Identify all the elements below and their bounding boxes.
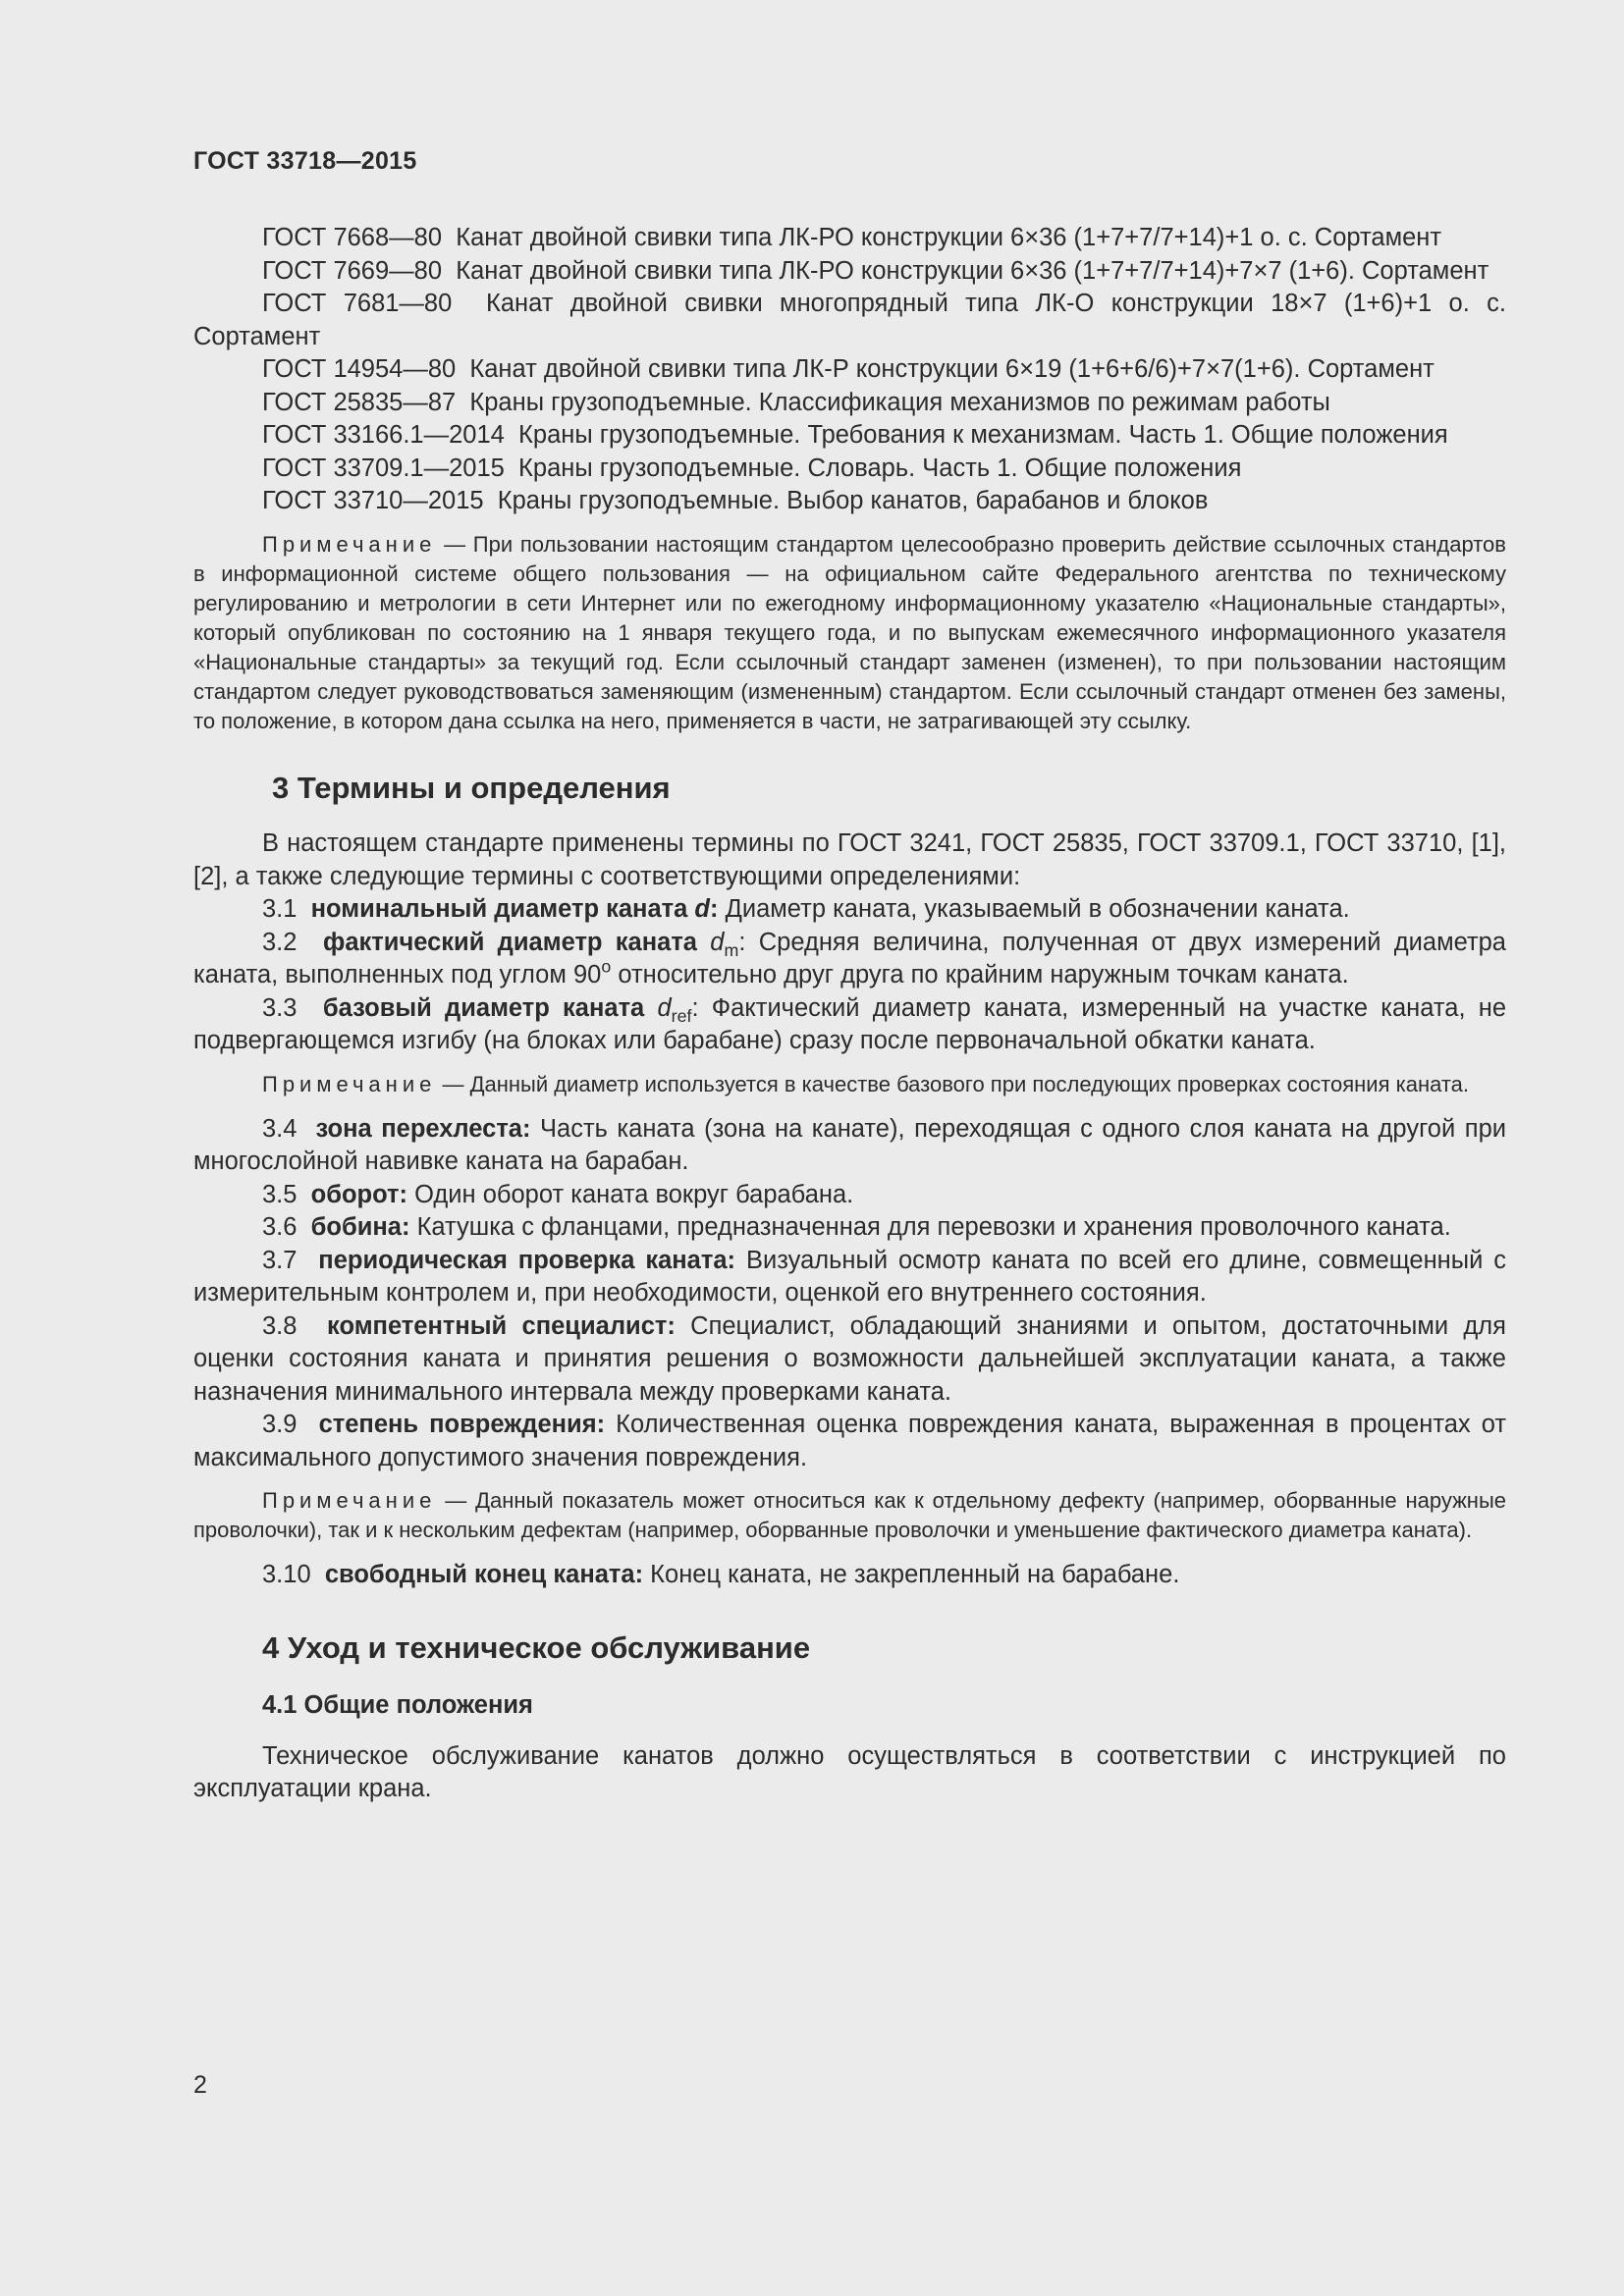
term-number: 3.10 bbox=[262, 1561, 311, 1588]
note-label: Примечание bbox=[262, 1488, 437, 1513]
term-number: 3.1 bbox=[262, 895, 298, 923]
reference-code: ГОСТ 33710—2015 bbox=[262, 487, 484, 514]
term-number: 3.8 bbox=[262, 1311, 298, 1340]
term-3-8 bbox=[193, 1310, 1506, 1410]
note-label: Примечание bbox=[262, 531, 437, 557]
term-name: свободный конец каната: bbox=[324, 1561, 644, 1588]
term-name: бобина: bbox=[310, 1213, 410, 1241]
term-3-1 bbox=[193, 893, 1506, 927]
term-3-10 bbox=[193, 1559, 1506, 1592]
term-number: 3.7 bbox=[262, 1246, 298, 1274]
term-name: оборот: bbox=[310, 1180, 408, 1208]
reference-item bbox=[193, 255, 1506, 289]
term-number: 3.5 bbox=[262, 1180, 298, 1208]
reference-code: ГОСТ 25835—87 bbox=[262, 388, 457, 416]
term-definition: Конец каната, не закрепленный на барабане. bbox=[650, 1561, 1180, 1588]
term-definition: Часть каната (зона на канате), переходящая с одного слоя каната на другой при многослойной навивке каната на барабан. bbox=[193, 1114, 1506, 1175]
reference-title: Краны грузоподъемные. Словарь. Часть 1. Общие положения bbox=[518, 454, 1242, 482]
section-3-title: 3 Термины и определения bbox=[272, 770, 671, 805]
note-base-diameter bbox=[193, 1070, 1506, 1099]
term-definition: Один оборот каната вокруг барабана. bbox=[414, 1180, 854, 1208]
reference-title: Канат двойной свивки типа ЛК-РО конструкции 6×36 (1+7+7/7+14)+1 о. с. Сортамент bbox=[456, 224, 1442, 251]
term-number: 3.9 bbox=[262, 1411, 298, 1438]
term-number: 3.3 bbox=[262, 993, 298, 1022]
term-3-3: 3.3 базовый диаметр каната $d_{ref}$: Фактический диаметр каната, измеренный на участке каната, не подвергающемся изгибу (на блоках или барабане) сразу после первоначальной обкатки каната. bbox=[193, 993, 1507, 1054]
note-damage-degree bbox=[193, 1486, 1506, 1545]
reference-code: ГОСТ 7669—80 bbox=[262, 256, 443, 285]
term-name: зона перехлеста: bbox=[315, 1114, 531, 1143]
term-3-7 bbox=[193, 1245, 1506, 1310]
term-3-6 bbox=[193, 1211, 1506, 1245]
reference-item bbox=[193, 453, 1506, 486]
reference-item bbox=[193, 419, 1506, 453]
note-text: — При пользовании настоящим стандартом целесообразно проверить действие ссылочных стандартов в информационной системе общего пользования — на официальном сайте Федерального агентства по техническому регулированию и метрологии в сети Интернет или по ежегодному информационному указателю «Национальные стандарты», который опубликован по состоянию на 1 января текущего года, и по выпускам ежемесячного информационного указателя «Национальные стандарты» за текущий год. Если ссылочный стандарт заменен (изменен), то при пользовании настоящим стандартом следует руководствоваться заменяющим (измененным) стандартом. Если ссылочный стандарт отменен без замены, то положение, в котором дана ссылка на него, применяется в части, не затрагивающей эту ссылку. bbox=[193, 531, 1506, 733]
term-3-5 bbox=[193, 1179, 1506, 1212]
term-definition: Диаметр каната, указываемый в обозначении каната. bbox=[725, 895, 1350, 923]
term-name: базовый диаметр каната bbox=[322, 993, 645, 1022]
term-number: 3.4 bbox=[262, 1114, 298, 1143]
subsection-4-1-title: 4.1 Общие положения bbox=[262, 1691, 533, 1719]
term-definition: Средняя величина, полученная от двух измерений диаметра каната, выполненных под углом 90 bbox=[193, 928, 1506, 988]
reference-code: ГОСТ 33166.1—2014 bbox=[262, 421, 505, 449]
term-definition: Специалист, обладающий знаниями и опытом, достаточными для оценки состояния каната и принятия решения о возможности дальнейшей эксплуатации каната, а также назначения минимального интервала между проверками каната. bbox=[193, 1311, 1506, 1406]
reference-title: Канат двойной свивки многопрядный типа ЛК-О конструкции 18×7 (1+6)+1 о. с. Сортамент bbox=[193, 290, 1506, 350]
reference-item bbox=[193, 222, 1506, 255]
term-definition: Катушка с фланцами, предназначенная для перевозки и хранения проволочного каната. bbox=[416, 1213, 1451, 1241]
term-name: компетентный специалист: bbox=[327, 1311, 676, 1340]
reference-item bbox=[193, 387, 1506, 420]
term-name: фактический диаметр каната bbox=[323, 928, 697, 956]
note-text: — Данный диаметр используется в качестве базового при последующих проверках состояния каната. bbox=[442, 1071, 1470, 1096]
reference-code: ГОСТ 7668—80 bbox=[262, 224, 443, 251]
reference-code: ГОСТ 33709.1—2015 bbox=[262, 454, 505, 482]
reference-code: ГОСТ 7681—80 bbox=[262, 290, 453, 317]
page-number: 2 bbox=[193, 2071, 207, 2099]
term-name: степень повреждения: bbox=[318, 1411, 606, 1438]
section-3-intro: В настоящем стандарте применены термины по ГОСТ 3241, ГОСТ 25835, ГОСТ 33709.1, ГОСТ 33710, [1], [2], а также следующие термины с соответствующими определениями: bbox=[193, 829, 1506, 890]
reference-code: ГОСТ 14954—80 bbox=[262, 355, 457, 383]
term-3-4 bbox=[193, 1113, 1506, 1179]
reference-title: Краны грузоподъемные. Классификация механизмов по режимам работы bbox=[469, 388, 1330, 416]
section-4-title: 4 Уход и техническое обслуживание bbox=[262, 1629, 811, 1665]
note-references bbox=[193, 530, 1506, 736]
term-3-2: 3.2 фактический диаметр каната $d_m$: Средняя величина, полученная от двух измерений диаметра каната, выполненных под углом 90$^o$ относительно друг друга по крайним наружным точкам каната. bbox=[193, 928, 1506, 988]
term-3-9 bbox=[193, 1409, 1506, 1474]
reference-title: Краны грузоподъемные. Требования к механизмам. Часть 1. Общие положения bbox=[518, 421, 1448, 449]
term-name: номинальный диаметр каната d: bbox=[310, 895, 719, 923]
normative-references-list bbox=[193, 222, 1506, 518]
reference-title: Канат двойной свивки типа ЛК-РО конструкции 6×36 (1+7+7/7+14)+7×7 (1+6). Сортамент bbox=[456, 256, 1489, 285]
page-content bbox=[193, 222, 1506, 1806]
term-definition: Визуальный осмотр каната по всей его длине, совмещенный с измерительным контролем и, при необходимости, оценкой его внутреннего состояния. bbox=[193, 1246, 1506, 1307]
term-name: периодическая проверка каната: bbox=[318, 1246, 736, 1274]
reference-item bbox=[193, 288, 1506, 353]
note-text: — Данный показатель может относиться как к отдельному дефекту (например, оборванные наружные проволочки), так и к нескольким дефектам (например, оборванные проволочки и уменьшение фактического диаметра каната). bbox=[193, 1488, 1506, 1542]
note-label: Примечание bbox=[262, 1071, 437, 1096]
term-definition: Фактический диаметр каната, измеренный на участке каната, не подвергающемся изгибу (на блоках или барабане) сразу после первоначальной обкатки каната. bbox=[193, 993, 1507, 1054]
section-4-1-text: Техническое обслуживание канатов должно осуществляться в соответствии с инструкцией по эксплуатации крана. bbox=[193, 1741, 1506, 1802]
reference-title: Краны грузоподъемные. Выбор канатов, барабанов и блоков bbox=[497, 487, 1209, 514]
term-definition: Количественная оценка повреждения каната, выраженная в процентах от максимального допустимого значения повреждения. bbox=[193, 1411, 1506, 1471]
term-number: 3.2 bbox=[262, 928, 298, 956]
document-header: ГОСТ 33718—2015 bbox=[193, 147, 417, 175]
reference-item bbox=[193, 353, 1506, 387]
term-number: 3.6 bbox=[262, 1213, 298, 1241]
reference-item bbox=[193, 485, 1506, 518]
reference-title: Канат двойной свивки типа ЛК-Р конструкции 6×19 (1+6+6/6)+7×7(1+6). Сортамент bbox=[469, 355, 1435, 383]
